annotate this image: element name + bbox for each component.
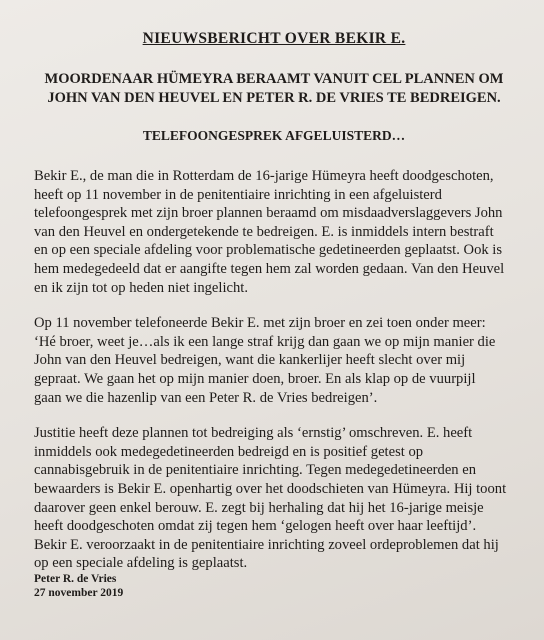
paragraph-line: telefoongesprek met zijn broer plannen beraamd om misdaadverslaggevers John — [34, 205, 503, 222]
document-subtitle — [34, 70, 514, 108]
paragraph-line: John van den Heuvel bedreigen, want die kankerlijer heeft slecht over mij — [34, 352, 466, 369]
paragraph-line: en op een speciale afdeling voor problematische gedetineerden geplaatst. Ook is — [34, 242, 503, 259]
paragraph-2 — [34, 314, 514, 407]
paragraph-line: ‘Hé broer, weet je…als ik een lange straf krijg dan gaan we op mijn manier die — [34, 333, 496, 350]
paragraph-line: gepraat. We gaan het op mijn manier doen, broer. En als klap op de vuurpijl — [34, 370, 476, 387]
paragraph-line: gaan we die hazenlip van een Peter R. de Vries bedreigen’. — [34, 389, 378, 406]
paragraph-line: Bekir E. veroorzaakt in de penitentiaire inrichting zoveel ordeproblemen dat hij — [34, 536, 499, 553]
paragraph-line: cannabisgebruik in de penitentiaire inrichting. Tegen medegedetineerden en — [34, 462, 477, 479]
paragraph-line: daarover geen enkel berouw. E. zegt bij herhaling dat hij het 16-jarige meisje — [34, 499, 484, 516]
signature-date: 27 november 2019 — [34, 587, 124, 599]
paragraph-line: en ik zijn tot op heden niet ingelicht. — [34, 279, 248, 296]
paragraph-line: bewaarders is Bekir E. openhartig over het doodschieten van Hümeyra. Hij toont — [34, 480, 507, 497]
document-kicker: TELEFOONGESPREK AFGELUISTERD… — [142, 128, 406, 143]
document-title: NIEUWSBERICHT OVER BEKIR E. — [142, 30, 406, 47]
signature-block — [34, 572, 123, 600]
paragraph-line: op een speciale afdeling is geplaatst. — [34, 555, 248, 572]
subtitle-line: MOORDENAAR HÜMEYRA BERAAMT VANUIT CEL PLANNEN OM — [44, 71, 504, 87]
subtitle-line: JOHN VAN DEN HEUVEL EN PETER R. DE VRIES TE BEDREIGEN. — [47, 90, 501, 106]
paragraph-line: inmiddels ook medegedetineerden bedreigd en is positief getest op — [34, 443, 424, 460]
paragraph-line: Op 11 november telefoneerde Bekir E. met zijn broer en zei toen onder meer: — [34, 315, 486, 332]
paragraph-line: Bekir E., de man die in Rotterdam de 16-jarige Hümeyra heeft doodgeschoten, — [34, 168, 494, 184]
paragraph-line: hem medegedeeld dat er aangifte tegen hem zal worden gedaan. Van den Heuvel — [34, 260, 505, 277]
paragraph-line: heeft doodgeschoten omdat zij tegen hem ‘gelogen heeft over haar leeftijd’. — [34, 518, 477, 535]
paragraph-line: heeft op 11 november in de penitentiaire inrichting in een afgeluisterd — [34, 186, 442, 203]
paragraph-line: Justitie heeft deze plannen tot bedreiging als ‘ernstig’ omschreven. E. heeft — [34, 425, 473, 442]
paragraph-line: van den Heuvel en ondergetekende te bedreigen. E. is inmiddels intern bestraft — [34, 223, 494, 240]
signature-name: Peter R. de Vries — [34, 573, 117, 585]
paragraph-1 — [34, 167, 514, 297]
paragraph-3 — [34, 424, 514, 573]
